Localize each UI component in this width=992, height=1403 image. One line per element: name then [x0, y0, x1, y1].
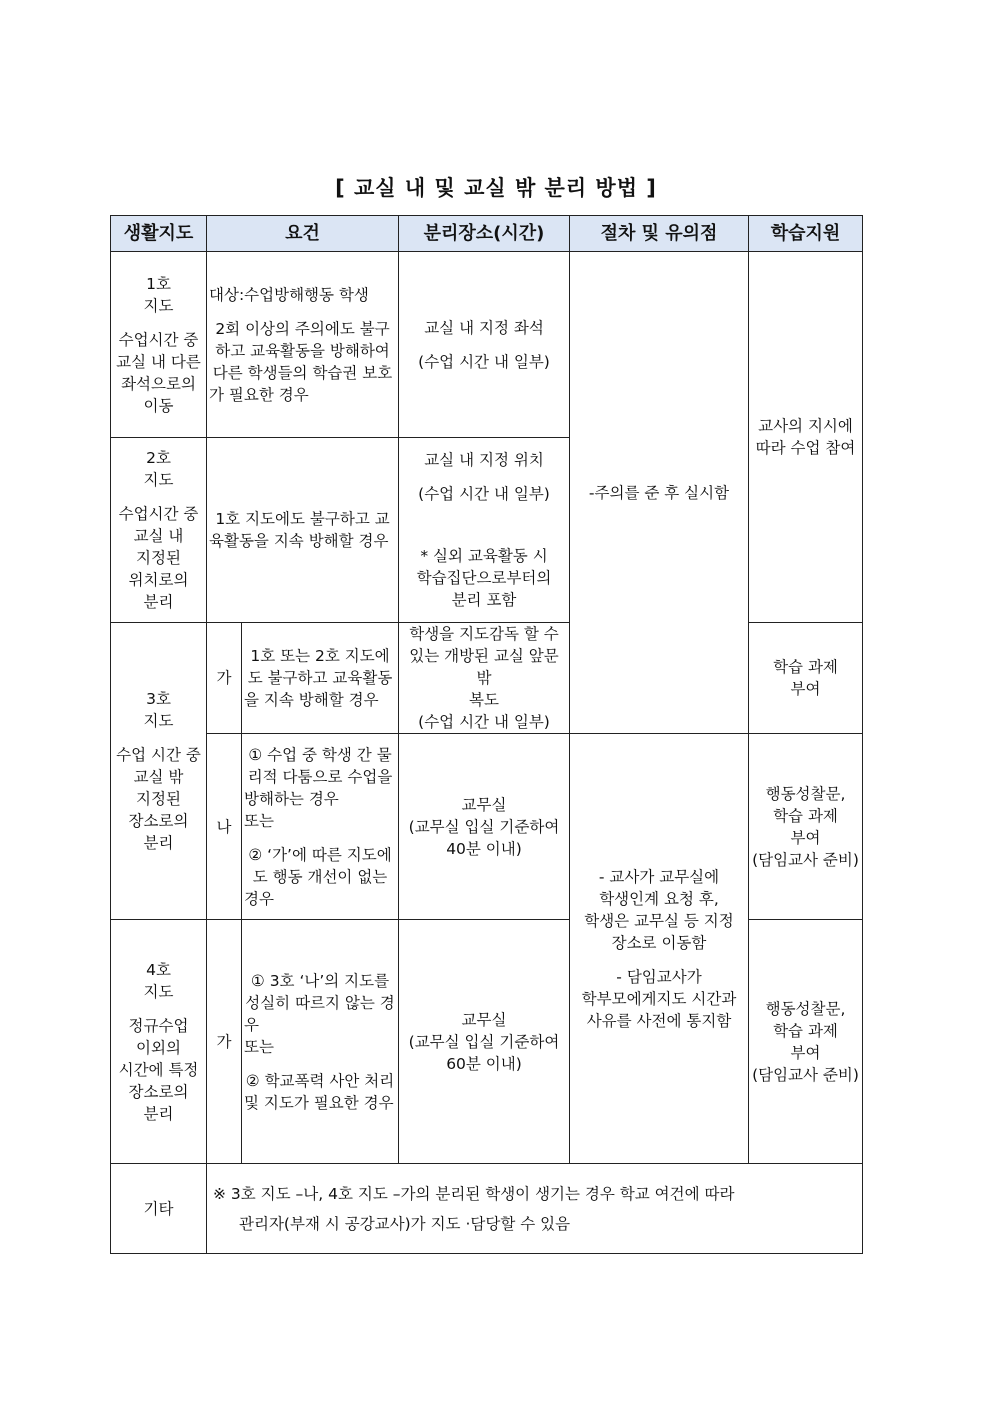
header-place: 분리장소(시간) [399, 216, 570, 252]
row-other [111, 1164, 863, 1254]
learning-support-3-ga: 학습 과제 부여 [749, 623, 863, 734]
guidance-3-na-mark: 나 [207, 734, 242, 920]
header-learning: 학습지원 [749, 216, 863, 252]
guidance-2-label: 2호 지도 수업시간 중 교실 내 지정된 위치로의 분리 [111, 438, 207, 623]
row-guidance-1 [111, 252, 863, 438]
guidance-3-ga-requirement: 1호 또는 2호 지도에도 불구하고 교육활동을 지속 방해할 경우 [242, 623, 399, 734]
other-label: 기타 [111, 1164, 207, 1254]
procedure-notice: -주의를 준 후 실시함 [570, 252, 749, 734]
row-guidance-4 [111, 920, 863, 1164]
guidance-3-ga-mark: 가 [207, 623, 242, 734]
guidance-2-requirement: 1호 지도에도 불구하고 교육활동을 지속 방해할 경우 [207, 438, 399, 623]
guidance-1-requirement [207, 252, 399, 438]
requirement-text: 2회 이상의 주의에도 불구하고 교육활동을 방해하여 다른 학생들의 학습권 보호가 필요한 경우 [209, 319, 393, 404]
guidance-1-place: 교실 내 지정 좌석 (수업 시간 내 일부) [399, 252, 570, 438]
guidance-3-na-requirement: ① 수업 중 학생 간 물리적 다툼으로 수업을 방해하는 경우 또는 ② ‘가’에 따른 지도에도 행동 개선이 없는 경우 [242, 734, 399, 920]
procedure-transfer: - 교사가 교무실에 학생인계 요청 후, 학생은 교무실 등 지정 장소로 이동함 - 담임교사가 학부모에게지도 시간과 사유를 사전에 통지함 [570, 734, 749, 1164]
guidance-3-label: 3호 지도 수업 시간 중 교실 밖 지정된 장소로의 분리 [111, 623, 207, 920]
guidance-3-na-place: 교무실 (교무실 입실 기준하여 40분 이내) [399, 734, 570, 920]
learning-support-4: 행동성찰문, 학습 과제 부여 (담임교사 준비) [749, 920, 863, 1164]
row-guidance-3-ga [111, 623, 863, 734]
guidance-4-mark: 가 [207, 920, 242, 1164]
guidance-1-label: 1호 지도 수업시간 중 교실 내 다른 좌석으로의 이동 [111, 252, 207, 438]
guidance-4-place: 교무실 (교무실 입실 기준하여 60분 이내) [399, 920, 570, 1164]
header-row [111, 216, 863, 252]
requirement-target: 대상:수업방해행동 학생 [209, 285, 369, 304]
header-guidance: 생활지도 [111, 216, 207, 252]
page-title: [ 교실 내 및 교실 밖 분리 방법 ] [335, 176, 657, 200]
header-requirement: 요건 [207, 216, 399, 252]
learning-support-1: 교사의 지시에 따라 수업 참여 [749, 252, 863, 623]
other-note: ※ 3호 지도 –나, 4호 지도 –가의 분리된 학생이 생기는 경우 학교 여건에 따라 관리자(부재 시 공강교사)가 지도 ·담당할 수 있음 [207, 1164, 863, 1254]
guidance-2-place: 교실 내 지정 위치 (수업 시간 내 일부) * 실외 교육활동 시 학습집단으로부터의 분리 포함 [399, 438, 570, 623]
guidance-4-label: 4호 지도 정규수업 이외의 시간에 특정 장소로의 분리 [111, 920, 207, 1164]
separation-method-table [110, 215, 863, 1254]
row-guidance-3-na [111, 734, 863, 920]
guidance-4-requirement: ① 3호 ‘나’의 지도를 성실히 따르지 않는 경우 또는 ② 학교폭력 사안 처리 및 지도가 필요한 경우 [242, 920, 399, 1164]
guidance-3-ga-place: 학생을 지도감독 할 수 있는 개방된 교실 앞문 밖 복도 (수업 시간 내 일부) [399, 623, 570, 734]
header-procedure: 절차 및 유의점 [570, 216, 749, 252]
learning-support-3-na: 행동성찰문, 학습 과제 부여 (담임교사 준비) [749, 734, 863, 920]
